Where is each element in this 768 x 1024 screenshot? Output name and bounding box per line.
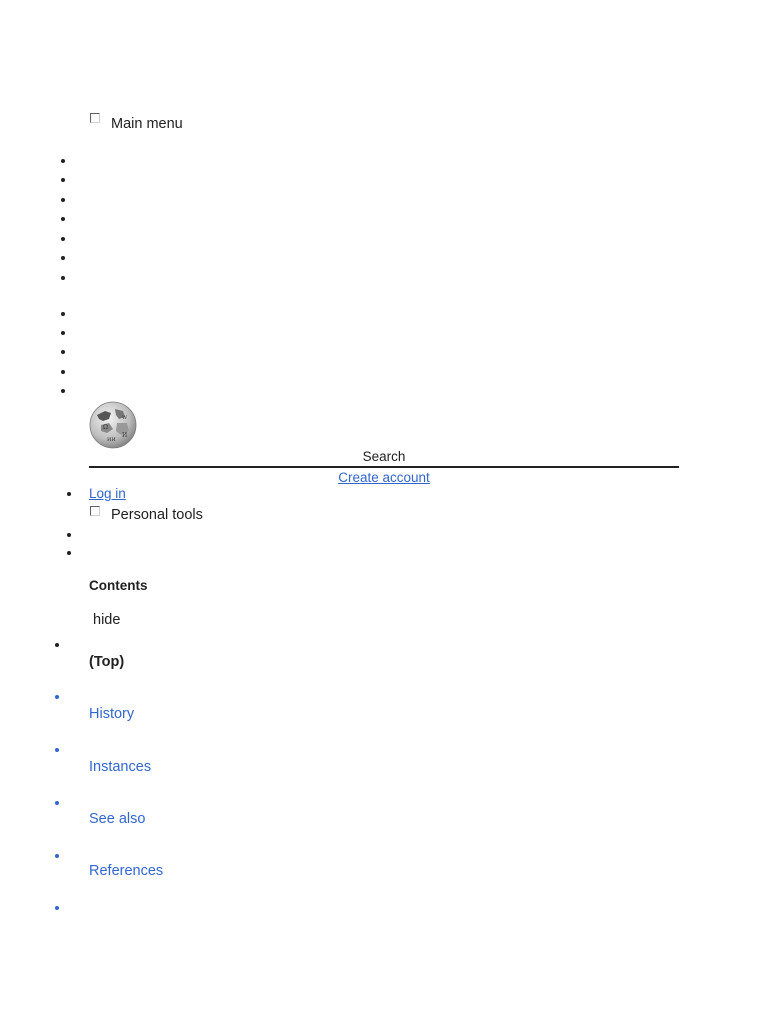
main-menu-item[interactable]	[61, 331, 65, 335]
personal-tools-bullet	[67, 492, 71, 496]
personal-tools-item[interactable]	[67, 551, 71, 555]
toc-hide-button[interactable]: hide	[93, 612, 121, 628]
search-input[interactable]	[89, 466, 679, 468]
toc-item-see-also[interactable]: See also	[89, 811, 146, 827]
toc-bullet	[55, 748, 59, 752]
main-menu-item[interactable]	[61, 217, 65, 221]
main-menu-item[interactable]	[61, 198, 65, 202]
search-label[interactable]: Search	[362, 449, 406, 464]
toc-item-top[interactable]: (Top)	[89, 654, 125, 670]
toc-item-instances[interactable]: Instances	[89, 759, 152, 775]
main-menu-label: Main menu	[111, 116, 183, 132]
svg-text:W: W	[122, 415, 128, 421]
toc-bullet	[55, 906, 59, 910]
toc-bullet	[55, 801, 59, 805]
main-menu-item[interactable]	[61, 312, 65, 316]
svg-text:И: И	[122, 432, 128, 439]
main-menu-item[interactable]	[61, 159, 65, 163]
toc-bullet	[55, 854, 59, 858]
personal-tools-item[interactable]	[67, 533, 71, 537]
main-menu-item[interactable]	[61, 256, 65, 260]
main-menu-item[interactable]	[61, 237, 65, 241]
main-menu-item[interactable]	[61, 370, 65, 374]
main-menu-checkbox[interactable]	[90, 113, 100, 123]
svg-text:Ω: Ω	[103, 424, 108, 431]
toc-bullet	[55, 643, 59, 647]
personal-tools-label: Personal tools	[111, 507, 203, 523]
wikipedia-globe-icon[interactable]	[89, 401, 137, 449]
create-account-link[interactable]	[89, 470, 679, 485]
main-menu-item[interactable]	[61, 350, 65, 354]
create-account-label[interactable]: Create account	[338, 470, 430, 485]
toc-heading: Contents	[89, 578, 148, 593]
personal-tools-checkbox[interactable]	[90, 506, 100, 516]
toc-item-references[interactable]: References	[89, 863, 164, 879]
toc-bullet	[55, 695, 59, 699]
log-in-link[interactable]: Log in	[89, 486, 126, 501]
main-menu-item[interactable]	[61, 178, 65, 182]
main-menu-item[interactable]	[61, 389, 65, 393]
svg-text:ИИ: ИИ	[107, 437, 116, 443]
main-menu-item[interactable]	[61, 276, 65, 280]
toc-item-history[interactable]: History	[89, 706, 135, 722]
